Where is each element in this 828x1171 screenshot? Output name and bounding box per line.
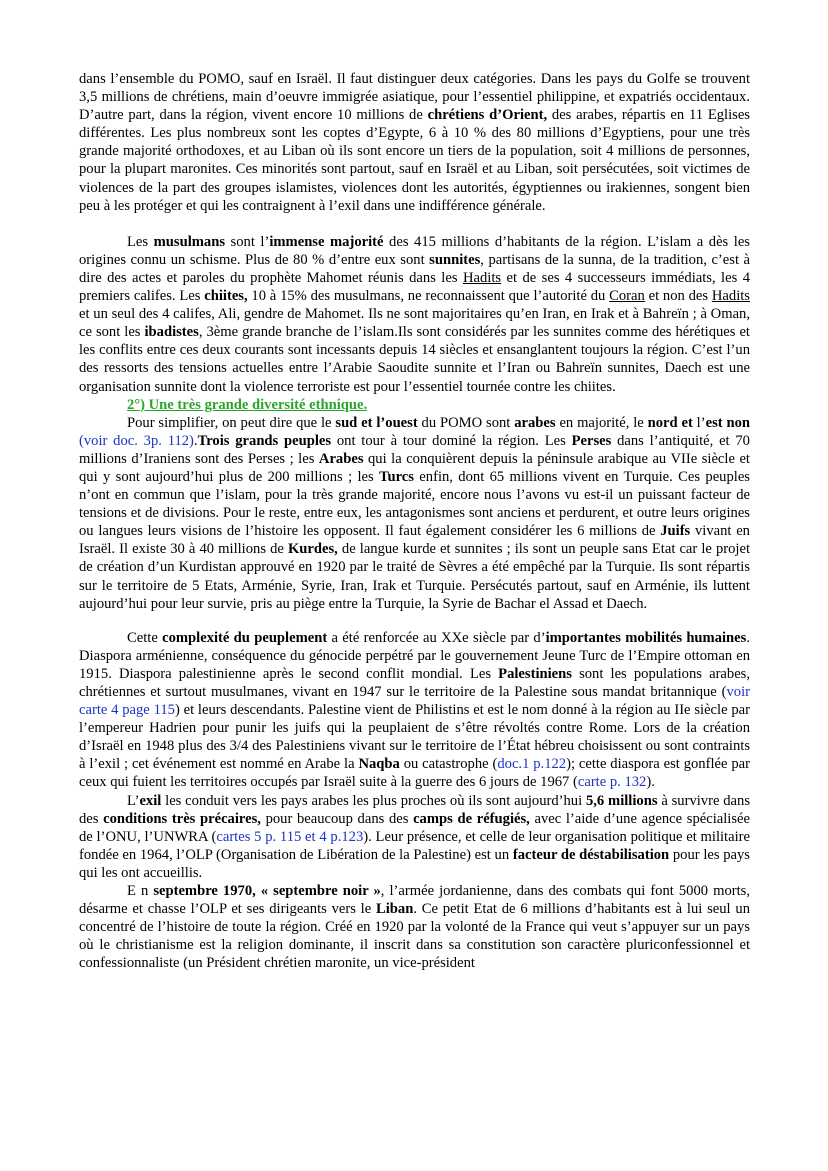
text: 10 à 15% des musulmans, ne reconnaissent que l’autorité du bbox=[247, 288, 610, 305]
doc-reference-link[interactable]: (voir doc. 3p. 112) bbox=[79, 432, 194, 449]
text: enfin, dont 65 millions vivent en Turquie. Ces peuples n’ont en commun que l’islam, pour la très grande majorité, encore nous l’avons vu est-il un puissant facteur de tensions et de divisions. Pour le reste, entre eux, les antagonismes sont anciens et perdurent, et outre leurs origines ou langues leurs visions de l’histoire les opposent. Il faut également considérer les 6 millions de bbox=[79, 468, 750, 540]
document-page bbox=[79, 70, 750, 973]
text: et un seul des 4 califes, Ali, gendre de Mahomet. Ils ne sont majoritaires qu’en Iran, en Irak et à Bahreïn ; à Oman, ce sont les bbox=[79, 306, 750, 341]
text: Les bbox=[127, 233, 154, 250]
paragraph-musulmans bbox=[79, 233, 750, 396]
bold-term: arabes bbox=[514, 414, 556, 431]
text: a été renforcée au XXe siècle par d’ bbox=[327, 629, 546, 646]
text: pour beaucoup dans des bbox=[260, 810, 414, 827]
text: et non des bbox=[644, 288, 712, 305]
text: des arabes, répartis en 11 Eglises différentes. Les plus nombreux sont les coptes d’Egypte, 6 à 10 % des 80 millions d’Egyptiens, pour une très grande majorité orthodoxes, et au Liban où ils sont encore un tiers de la population, soit 4 millions de personnes, pour la plupart maronites. Ces minorités sont partout, sauf en Israël et au Liban, soit persécutées, soit victimes de violences de la part des groupes islamistes, violences dont les autorités, égyptiennes ou irakiennes, songent bien peu à les protéger et qui les contraignent à l’exil dans une indifférence générale. bbox=[79, 107, 750, 214]
paragraph-exil bbox=[79, 792, 750, 882]
bold-term: sunnites bbox=[429, 251, 481, 268]
text: ) et leurs descendants. Palestine vient de Philistins et est le nom donné à la région au IIe siècle par l’empereur Hadrien pour punir les juifs qui la peuplaient de s’être révoltés contre Rome. Lors de la création d’Israël en 1948 plus des 3/4 des Palestiniens vivant sur le territoire de l’État hébreu choisissent ou sont contraints à l’exil ; cet événement est nommé en Arabe la bbox=[79, 702, 750, 773]
paragraph-peuples bbox=[79, 414, 750, 613]
doc-reference-link[interactable]: cartes 5 p. 115 et 4 p.123 bbox=[216, 828, 364, 845]
doc-reference-link[interactable]: carte p. 132 bbox=[577, 774, 647, 791]
section-heading: 2°) Une très grande diversité ethnique. bbox=[127, 396, 368, 413]
bold-term: Naqba bbox=[358, 756, 400, 773]
bold-term: sud et l’ouest bbox=[335, 414, 418, 431]
underlined-term: Coran bbox=[609, 288, 645, 305]
text: avec l’aide d’une agence spécialisée de l’ONU, l’UNWRA ( bbox=[79, 810, 750, 845]
text: sont les populations arabes, chrétiennes et surtout musulmanes, vivant en 1947 sur le territoire de la Palestine sous mandat britannique ( bbox=[79, 665, 751, 700]
text: ou catastrophe ( bbox=[399, 756, 498, 773]
bold-term: ibadistes bbox=[144, 324, 199, 341]
text: ); cette diaspora est gonflée par ceux qui fuient les territoires occupés par Israël suite à la guerre des 6 jours de 1967 ( bbox=[79, 756, 750, 791]
text: L’ bbox=[127, 792, 140, 809]
text: vivant en Israël. Il existe 30 à 40 millions de bbox=[79, 523, 750, 558]
bold-term: Kurdes, bbox=[287, 541, 338, 558]
paragraph-septembre-noir bbox=[79, 882, 750, 972]
text: , l’armée jordanienne, dans des combats qui font 5000 morts, désarme et chasse l’OLP et ses dirigeants vers le bbox=[79, 883, 750, 918]
text: les conduit vers les pays arabes les plus proches où ils sont aujourd’hui bbox=[161, 792, 586, 809]
bold-term: musulmans bbox=[153, 233, 225, 250]
text: ). bbox=[646, 774, 655, 791]
text: en majorité, le bbox=[555, 414, 648, 431]
bold-term: Palestiniens bbox=[498, 665, 572, 682]
text: à survivre dans des bbox=[79, 792, 751, 827]
bold-term: septembre 1970, « septembre noir » bbox=[153, 883, 381, 900]
text: de langue kurde et sunnites ; ils sont un peuple sans Etat car le projet de création d’un Kurdistan approuvé en 1920 par le traité de Sèvres a été empêché par la Turquie. Ils sont répartis sur le territoire de 5 Etats, Arménie, Syrie, Iran, Irak et Turquie. Persécutés partout, sauf en Arménie, ils luttent aujourd’hui pour leur survie, pris au piège entre la Turquie, la Syrie de Bachar el Assad et Daech. bbox=[79, 541, 751, 612]
doc-reference-link[interactable]: doc.1 p.122 bbox=[497, 756, 567, 773]
bold-term: 5,6 millions bbox=[585, 792, 658, 809]
bold-term: est non bbox=[705, 414, 750, 431]
text: , 3ème grande branche de l’islam.Ils sont considérés par les sunnites comme des hérétiques et les conflits entre ces deux courants sont incessants depuis 14 siècles et ensanglantent toujours la région. C’est l’un des ressorts des tensions actuelles entre l’Arabie Saoudite sunnite et l’Iran ou Bahreïn sunnites, Daech est une organisation sunnite dont la violence terroriste est pour l’essentiel tournée contre les chiites. bbox=[79, 324, 750, 395]
text: Pour simplifier, on peut dire que le bbox=[127, 414, 336, 431]
text: dans l’antiquité, et 70 millions d’Iraniens sont des Perses ; les bbox=[79, 432, 750, 467]
text: , partisans de la sunna, de la tradition, c’est à dire des actes et paroles du prophète Mahomet réunis dans les bbox=[79, 251, 751, 286]
text: sont l’ bbox=[225, 233, 270, 250]
bold-term: nord et bbox=[647, 414, 693, 431]
bold-term: conditions très précaires, bbox=[103, 810, 261, 827]
underlined-term: Hadits bbox=[462, 269, 502, 286]
text: qui la conquièrent depuis la péninsule arabique au VIIe siècle et qui y sont aujourd’hui plus de 200 millions ; les bbox=[79, 450, 750, 485]
bold-term: camps de réfugiés, bbox=[413, 810, 530, 827]
text: . bbox=[193, 432, 198, 449]
bold-term: importantes mobilités humaines bbox=[545, 629, 747, 646]
bold-term: chiites, bbox=[204, 288, 248, 305]
text: l’ bbox=[692, 414, 706, 431]
text: Cette bbox=[127, 629, 163, 646]
text: pour les pays qui les ont accueillis. bbox=[79, 846, 750, 881]
text: et de ses 4 successeurs immédiats, les 4 premiers califes. Les bbox=[79, 269, 750, 305]
bold-term: complexité du peuplement bbox=[162, 629, 328, 646]
paragraph-chretiens bbox=[79, 70, 750, 215]
text: E n bbox=[127, 883, 154, 900]
bold-term: facteur de déstabilisation bbox=[512, 846, 670, 863]
bold-term: exil bbox=[139, 792, 162, 809]
bold-term: Turcs bbox=[379, 468, 414, 485]
bold-term: immense majorité bbox=[269, 233, 384, 250]
text: des 415 millions d’habitants de la région. L’islam a dès les origines connu un schisme. Plus de 80 % d’entre eux sont bbox=[79, 233, 750, 268]
bold-term: Trois grands peuples bbox=[197, 432, 332, 449]
underlined-term: Hadits bbox=[711, 288, 750, 305]
doc-reference-link[interactable]: voir carte 4 page 115 bbox=[79, 684, 750, 719]
text: dans l’ensemble du POMO, sauf en Israël. Il faut distinguer deux catégories. Dans les pays du Golfe se trouvent 3,5 millions de chrétiens, main d’oeuvre immigrée asiatique, pour l’essentiel philippine, et expatriés occidentaux. D’autre part, dans la région, vivent encore 10 millions de bbox=[79, 71, 750, 124]
text: du POMO sont bbox=[417, 414, 515, 431]
bold-term: Juifs bbox=[660, 523, 691, 540]
text: . Ce petit Etat de 6 millions d’habitants est à lui seul un concentré de l’histoire de toute la région. Créé en 1920 par la volonté de la France qui veut s’appuyer sur un pays où le christianisme est la religion dominante, il inscrit dans sa constitution son caractère pluriconfessionnel et confessionnaliste (un Président chrétien maronite, un vice-président bbox=[79, 901, 750, 972]
bold-term: Arabes bbox=[318, 450, 364, 467]
text: ont tour à tour dominé la région. Les bbox=[331, 432, 572, 449]
text: ). Leur présence, et celle de leur organisation politique et militaire fondée en 1964, l’OLP (Organisation de Libération de la Palestine) est un bbox=[79, 828, 750, 863]
text: . Diaspora arménienne, conséquence du génocide perpétré par le gouvernement Jeune Turc de l’Empire ottoman en 1915. Diaspora palestinienne après le second conflit mondial. Les bbox=[79, 629, 750, 682]
bold-term: chrétiens d’Orient, bbox=[427, 107, 548, 124]
bold-term: Liban bbox=[376, 901, 414, 918]
paragraph-mobilites bbox=[79, 629, 750, 792]
bold-term: Perses bbox=[571, 432, 612, 449]
